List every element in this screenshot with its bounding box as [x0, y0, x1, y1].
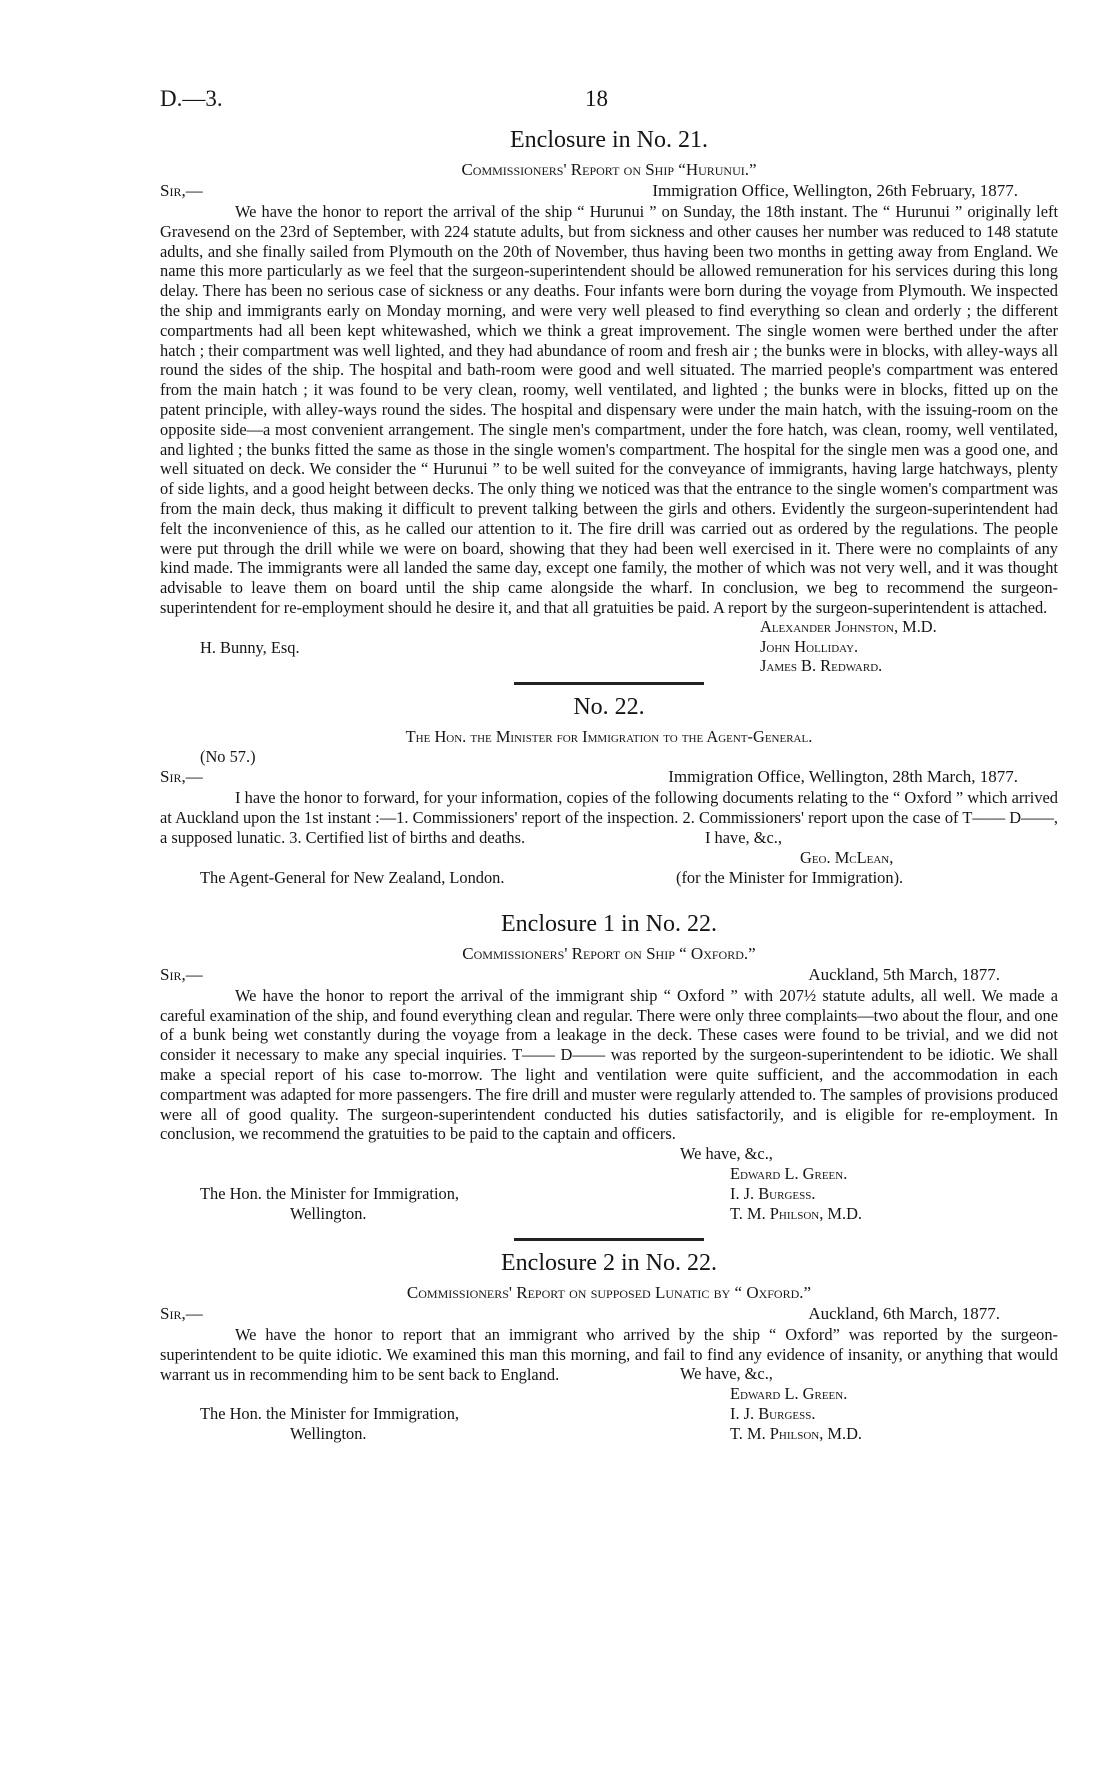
- signatory: Edward L. Green.: [730, 1164, 848, 1184]
- page-number: 18: [585, 86, 608, 111]
- dateline: Immigration Office, Wellington, 26th February, 1877.: [652, 181, 1018, 200]
- enclosure-21: [160, 126, 1058, 676]
- enclosure-1-body: We have the honor to report the arrival of the immigrant ship “ Oxford ” with 207½ statute adults, all well. We made a careful examination of the ship, and found everything clean and regular. There were only three complaints—two about the flour, and one of a bunk being wet constantly during the voyage from a leakage in the deck. These cases were found to be trivial, and we did not consider it necessary to make any special inquiries. T—— D—— was reported by the surgeon-superintendent to be idiotic. We shall make a special report of his case to-morrow. The light and ventilation were quite sufficient, and the accommodation in each compartment was adapted for more passengers. The fire drill and muster were regularly attended to. The samples of provisions produced were all of good quality. The surgeon-superintendent conducted his duties satisfactorily, and is eligible for re-employment. In conclusion, we recommend the gratuities to be paid to the captain and officers.: [160, 985, 1058, 1144]
- salutation: Sir,—: [160, 1304, 203, 1324]
- dateline: Auckland, 6th March, 1877.: [808, 1304, 1000, 1324]
- section-divider: [514, 1238, 704, 1241]
- enclosure-2-no-22: [160, 1249, 1058, 1446]
- enclosure-21-signoff: [160, 616, 1058, 676]
- signatory: I. J. Burgess.: [730, 1404, 816, 1424]
- letter-22-signoff: [160, 827, 1058, 888]
- addressee: H. Bunny, Esq.: [200, 637, 300, 657]
- enclosure-21-title: Enclosure in No. 21.: [510, 127, 708, 153]
- salutation: Sir,—: [160, 767, 203, 787]
- closing: We have, &c.,: [680, 1144, 773, 1164]
- dateline: Immigration Office, Wellington, 28th March, 1877.: [668, 767, 1018, 787]
- signature-block: [760, 617, 937, 676]
- document-reference: D.—3.: [160, 86, 223, 111]
- signatory-note: (for the Minister for Immigration).: [676, 867, 904, 887]
- salutation: Sir,—: [160, 964, 203, 984]
- signatory: T. M. Philson, M.D.: [730, 1203, 863, 1223]
- salutation: Sir,—: [160, 181, 203, 200]
- letter-22-salutation-row: [160, 766, 1058, 788]
- signatory: Alexander Johnston, M.D.: [760, 616, 937, 636]
- addressee-line-2: Wellington.: [290, 1424, 367, 1444]
- signatory: John Holliday.: [760, 636, 859, 656]
- enclosure-21-salutation-row: [160, 180, 1058, 202]
- addressee: The Agent-General for New Zealand, London.: [200, 867, 505, 887]
- running-header: [160, 86, 1058, 126]
- letter-no-22: [160, 693, 1058, 888]
- enclosure-1-subtitle: Commissioners' Report on Ship “ Oxford.”: [462, 943, 756, 963]
- addressee-line-1: The Hon. the Minister for Immigration,: [200, 1184, 460, 1204]
- letter-22-body: I have the honor to forward, for your information, copies of the following documents relating to the “ Oxford ” which arrived at Auckland upon the 1st instant :—1. Commissioners' report of the inspection. 2. Commissioners' report upon the case of T—— D——, a supposed lunatic. 3. Certified list of births and deaths.: [160, 788, 1058, 847]
- letter-22-title: No. 22.: [573, 693, 645, 720]
- letter-22-heading: The Hon. the Minister for Immigration to the Agent-General.: [405, 726, 813, 746]
- enclosure-1-salutation-row: [160, 964, 1058, 986]
- signatory: I. J. Burgess.: [730, 1183, 816, 1203]
- enclosure-2-subtitle: Commissioners' Report on supposed Lunatic by “ Oxford.”: [406, 1283, 812, 1303]
- signatory: Edward L. Green.: [730, 1384, 848, 1404]
- closing: I have, &c.,: [705, 827, 782, 847]
- closing: We have, &c.,: [680, 1364, 773, 1384]
- enclosure-1-no-22: [160, 910, 1058, 1226]
- document-page: [160, 86, 1058, 1446]
- signatory: James B. Redward.: [760, 656, 883, 676]
- signatory: T. M. Philson, M.D.: [730, 1424, 863, 1444]
- enclosure-2-salutation-row: [160, 1303, 1058, 1325]
- enclosure-2-signoff: [160, 1364, 1058, 1446]
- letter-22-reference: (No 57.): [200, 746, 256, 766]
- enclosure-2-title: Enclosure 2 in No. 22.: [501, 1250, 717, 1277]
- addressee-line-1: The Hon. the Minister for Immigration,: [200, 1404, 460, 1424]
- enclosure-2-body: We have the honor to report that an immigrant who arrived by the ship “ Oxford” was reported by the surgeon-superintendent to be quite idiotic. We examined this man this morning, and fail to find any evidence of insanity, or anything that would warrant us in recommending him to be sent back to England.: [160, 1325, 1058, 1384]
- addressee-line-2: Wellington.: [290, 1204, 367, 1224]
- enclosure-1-title: Enclosure 1 in No. 22.: [501, 910, 717, 937]
- dateline: Auckland, 5th March, 1877.: [808, 964, 1000, 984]
- section-divider: [514, 682, 704, 685]
- signature-block: [730, 1384, 862, 1443]
- enclosure-21-subtitle: Commissioners' Report on Ship “Hurunui.”: [461, 160, 757, 179]
- enclosure-21-body: We have the honor to report the arrival of the ship “ Hurunui ” on Sunday, the 18th instant. The “ Hurunui ” originally left Gravesend on the 23rd of September, with 224 statute adults, but from sickness and other causes her number was reduced to 148 statute adults, and she finally sailed from Plymouth on the 20th of November, thus having been two months in getting away from England. We name this more particularly as we feel that the surgeon-superintendent should be allowed remuneration for his services during this long delay. There has been no serious case of sickness or any deaths. Four infants were born during the voyage from Plymouth. We inspected the ship and immigrants early on Monday morning, and were very well pleased to find everything so clean and orderly ; the different compartments had all been kept whitewashed, which we think a great improvement. The single women were berthed under the after hatch ; their compartment was well lighted, and they had abundance of room and fresh air ; the bunks were in blocks, with alley-ways all round the sides of the ship. The hospital and bath-room were good and well situated. The married people's compartment was entered from the main hatch ; it was found to be very clean, roomy, well ventilated, and lighted ; the bunks were in blocks, fitted up on the patent principle, with alley-ways round the sides. The hospital and dispensary were under the main hatch, with the issuing-room on the opposite side—a most convenient arrangement. The single men's compartment, under the fore hatch, was clean, roomy, well ventilated, and lighted ; the bunks fitted the same as those in the single women's compartment. The hospital for the single men was a good one, and well situated on deck. We consider the “ Hurunui ” to be well suited for the conveyance of immigrants, having large hatchways, plenty of side lights, and a good height between decks. The only thing we noticed was that the entrance to the single women's compartment was from the main deck, thus making it difficult to prevent talking between the girls and others. Evidently the surgeon-superintendent had felt the inconvenience of this, as he called our attention to it. The fire drill was carried out as ordered by the regulations. The people were put through the drill while we were on board, showing that they had been well exercised in it. There were no complaints of any kind made. The immigrants were all landed the same day, except one family, the mother of which was not very well, and it was thought advisable to leave them on board until the ship came alongside the wharf. In conclusion, we beg to recommend the surgeon-superintendent for re-employment should he desire it, and that all gratuities be paid. A report by the surgeon-superintendent is attached.: [160, 202, 1058, 617]
- enclosure-1-signoff: [160, 1144, 1058, 1226]
- signature-block: [730, 1164, 862, 1223]
- signatory: Geo. McLean,: [800, 847, 894, 867]
